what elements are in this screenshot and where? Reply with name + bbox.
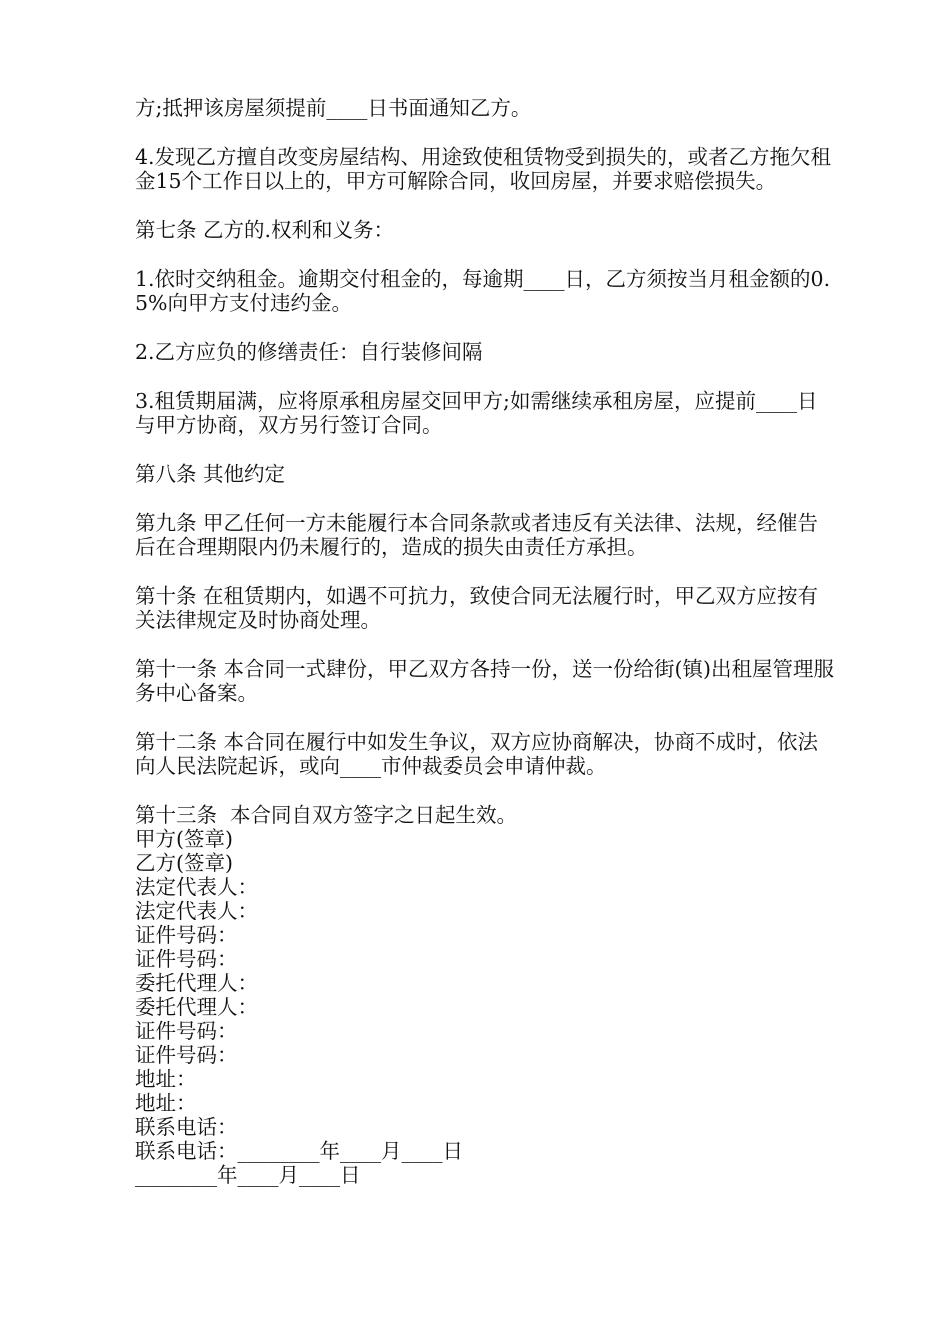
phone-a-line: 联系电话： (135, 1115, 238, 1139)
id-number-b-line: 证件号码： (135, 947, 238, 971)
paragraph-clause-7-3: 3.租赁期届满，应将原承租房屋交回甲方;如需继续承租房屋，应提前____日与甲方协商，双方另行签订合同。 (135, 389, 818, 437)
heading-article-7: 第七条 乙方的.权利和义务： (135, 218, 395, 242)
heading-article-8: 第八条 其他约定 (135, 462, 286, 486)
date-line: ________年____月____日 (135, 1163, 361, 1187)
id-number-a-line: 证件号码： (135, 923, 238, 947)
paragraph-article-9: 第九条 甲乙任何一方未能履行本合同条款或者违反有关法律、法规，经催告后在合理期限内仍未履行的，造成的损失由责任方承担。 (135, 511, 819, 559)
agent-a-line: 委托代理人： (135, 971, 258, 995)
paragraph-article-10: 第十条 在租赁期内，如遇不可抗力，致使合同无法履行时，甲乙双方应按有关法律规定及时协商处理。 (135, 584, 819, 632)
paragraph-article-13: 第十三条 本合同自双方签字之日起生效。 (135, 803, 518, 827)
agent-id-b-line: 证件号码： (135, 1043, 238, 1067)
paragraph-clause-6-4: 4.发现乙方擅自改变房屋结构、用途致使租赁物受到损失的，或者乙方拖欠租金15个工作日以上的，甲方可解除合同，收回房屋，并要求赔偿损失。 (135, 145, 832, 193)
phone-b-date-line: 联系电话：________年____月____日 (135, 1139, 463, 1163)
paragraph-clause-7-1: 1.依时交纳租金。逾期交付租金的，每逾期____日，乙方须按当月租金额的0.5%向甲方支付违约金。 (135, 267, 831, 315)
signature-block (135, 803, 835, 1187)
party-b-seal-line: 乙方(签章) (135, 851, 233, 875)
agent-b-line: 委托代理人： (135, 995, 258, 1019)
paragraph-clause-7-2: 2.乙方应负的修缮责任：自行装修间隔 (135, 340, 483, 364)
address-a-line: 地址： (135, 1067, 197, 1091)
paragraph-article-12: 第十二条 本合同在履行中如发生争议，双方应协商解决，协商不成时，依法向人民法院起诉，或向____市仲裁委员会申请仲裁。 (135, 730, 819, 778)
paragraph-mortgage-notice: 方;抵押该房屋须提前____日书面通知乙方。 (135, 96, 532, 120)
party-a-seal-line: 甲方(签章) (135, 827, 233, 851)
paragraph-article-11: 第十一条 本合同一式肆份，甲乙双方各持一份，送一份给街(镇)出租屋管理服务中心备案。 (135, 657, 835, 705)
agent-id-a-line: 证件号码： (135, 1019, 238, 1043)
legal-rep-a-line: 法定代表人： (135, 875, 258, 899)
document-page (135, 96, 835, 1187)
address-b-line: 地址： (135, 1091, 197, 1115)
legal-rep-b-line: 法定代表人： (135, 899, 258, 923)
